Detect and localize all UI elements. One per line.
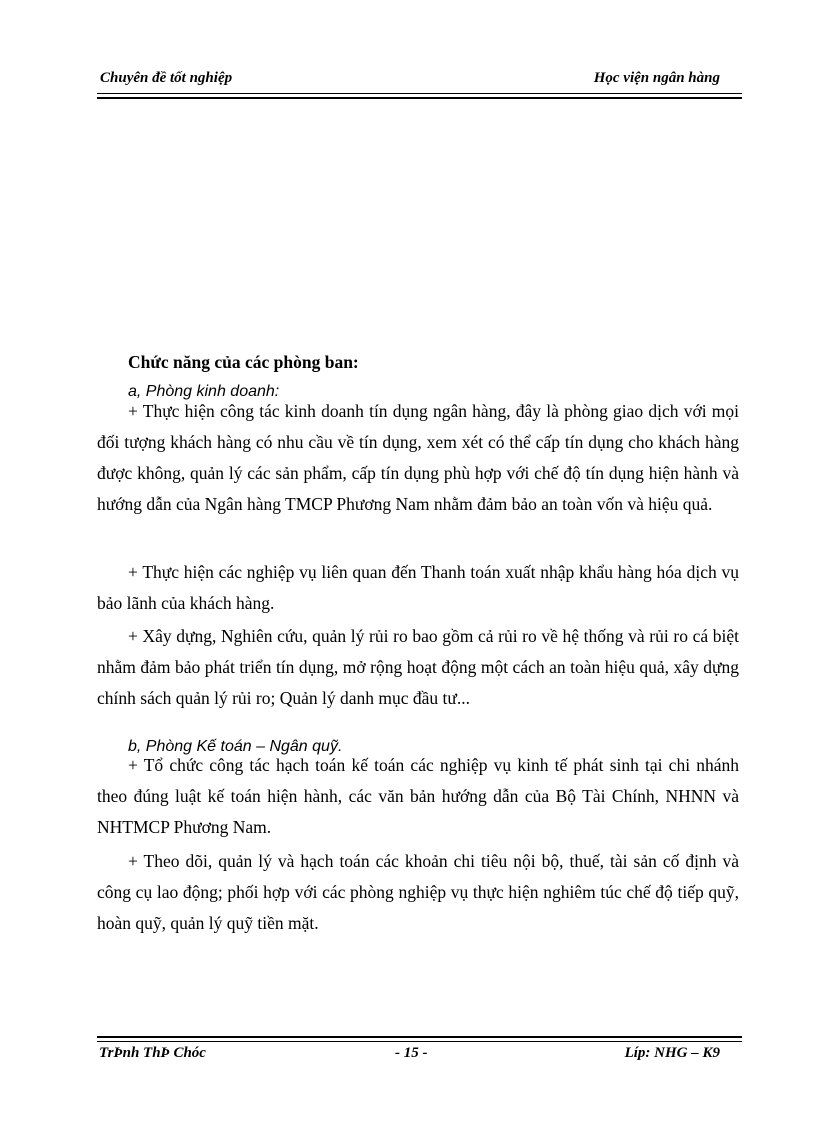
page-number: - 15 - bbox=[395, 1045, 428, 1061]
paragraph-b1 bbox=[97, 750, 739, 843]
paragraph-a1-text: + Thực hiện công tác kinh doanh tín dụng ngân hàng, đây là phòng giao dịch với mọi đối tượng khách hàng có nhu cầu về tín dụng, xem xét có thể cấp tín dụng cho khách hàng được không, quản lý các sản phẩm, cấp tín dụng phù hợp với chế độ tín dụng hiện hành và hướng dẫn của Ngân hàng TMCP Phương Nam nhằm đảm bảo an toàn vốn và hiệu quả. bbox=[97, 401, 739, 514]
footer-rule bbox=[97, 1036, 742, 1042]
paragraph-a2-text: + Thực hiện các nghiệp vụ liên quan đến Thanh toán xuất nhập khẩu hàng hóa dịch vụ bảo lãnh của khách hàng. bbox=[97, 562, 739, 613]
header-right-title: Học viện ngân hàng bbox=[593, 70, 720, 86]
paragraph-b1-text: + Tổ chức công tác hạch toán kế toán các nghiệp vụ kinh tế phát sinh tại chi nhánh theo đúng luật kế toán hiện hành, các văn bản hướng dẫn của Bộ Tài Chính, NHNN và NHTMCP Phương Nam. bbox=[97, 755, 739, 837]
paragraph-a3 bbox=[97, 621, 739, 714]
subsection-b-title: b, Phòng Kế toán – Ngân quỹ. bbox=[128, 738, 343, 755]
page-footer bbox=[97, 1045, 742, 1069]
paragraph-a1 bbox=[97, 396, 739, 520]
section-heading: Chức năng của các phòng ban: bbox=[128, 352, 359, 372]
header-rule bbox=[97, 93, 742, 99]
subsection-a-title: a, Phòng kinh doanh: bbox=[128, 383, 280, 400]
paragraph-b2 bbox=[97, 846, 739, 939]
footer-class: Líp: NHG – K9 bbox=[624, 1045, 720, 1061]
paragraph-b2-text: + Theo dõi, quản lý và hạch toán các khoản chi tiêu nội bộ, thuế, tài sản cố định và công cụ lao động; phối hợp với các phòng nghiệp vụ thực hiện nghiêm túc chế độ tiếp quỹ, hoàn quỹ, quản lý quỹ tiền mặt. bbox=[97, 851, 739, 933]
footer-author: TrÞnh ThÞ Chóc bbox=[99, 1045, 206, 1061]
paragraph-a3-text: + Xây dựng, Nghiên cứu, quản lý rủi ro bao gồm cả rủi ro về hệ thống và rủi ro cá biệt nhằm đảm bảo phát triển tín dụng, mở rộng hoạt động một cách an toàn hiệu quả, xây dựng chính sách quản lý rủi ro; Quản lý danh mục đầu tư... bbox=[97, 626, 739, 708]
paragraph-a2 bbox=[97, 557, 739, 619]
header-left-title: Chuyên đề tốt nghiệp bbox=[100, 70, 233, 86]
